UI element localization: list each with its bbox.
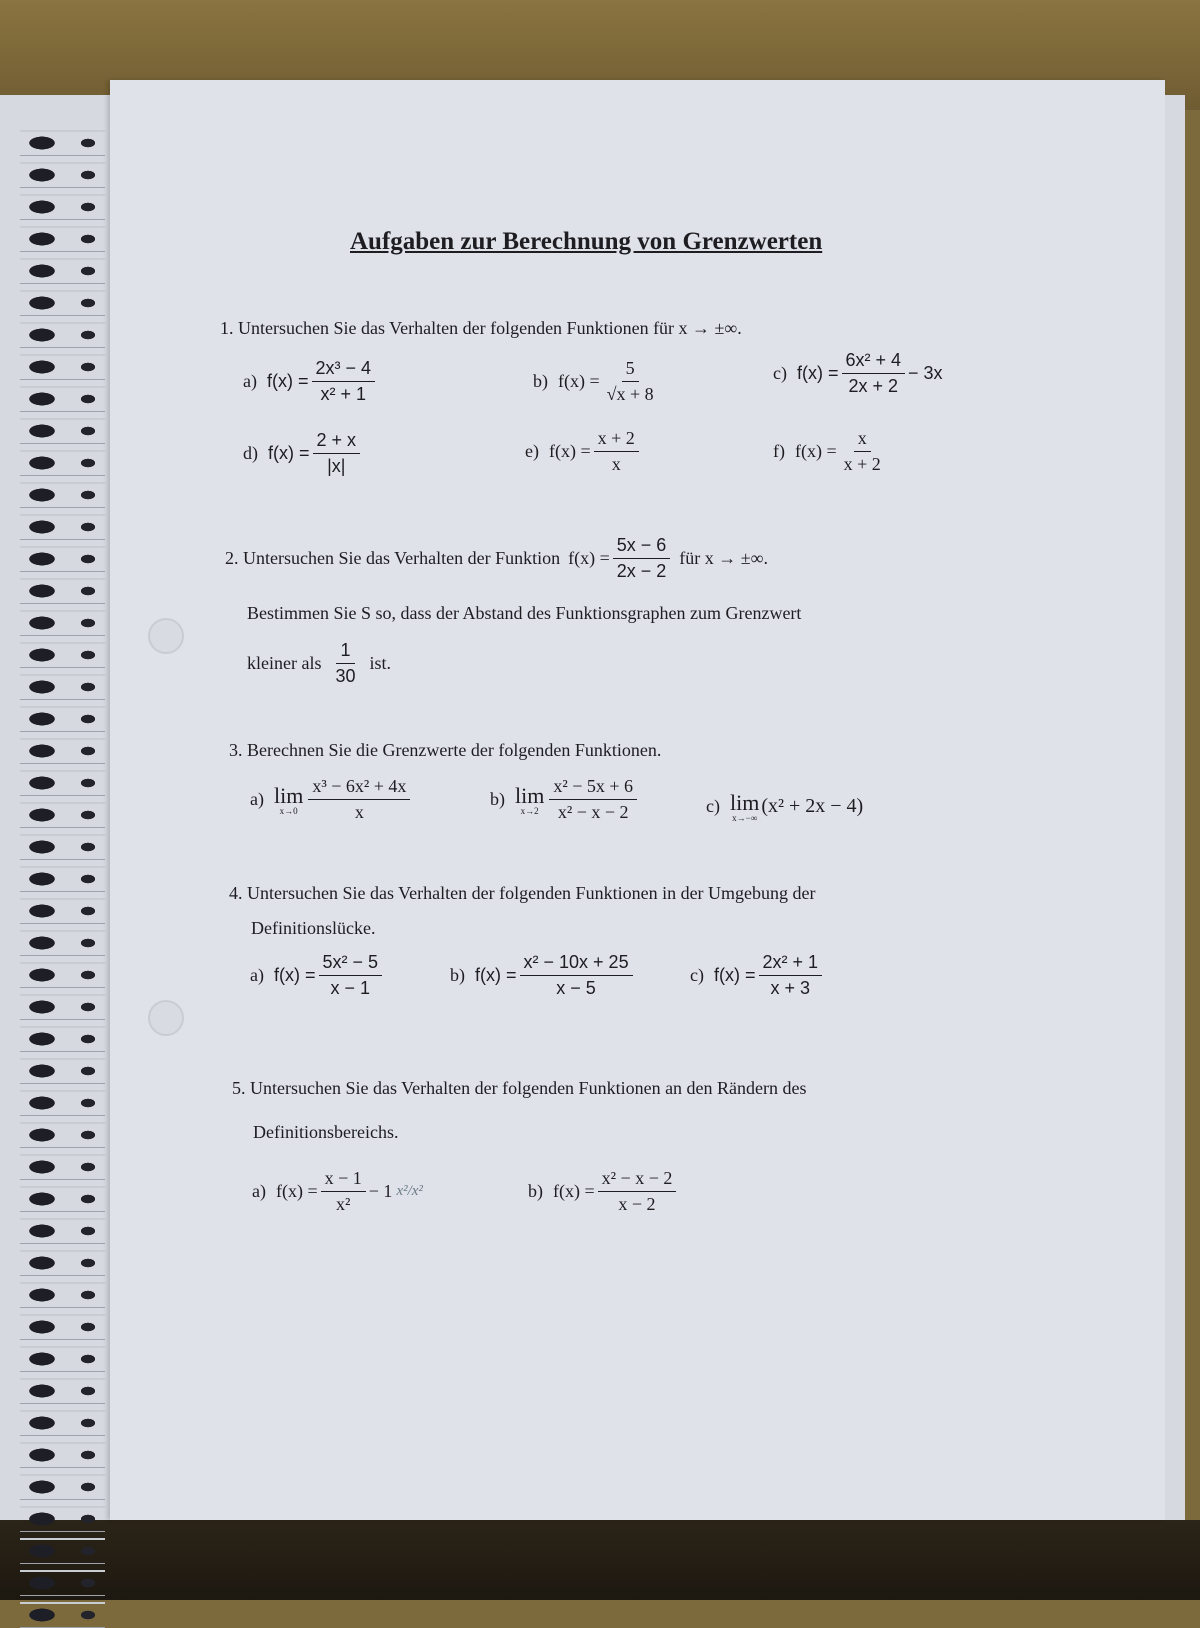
item-label: b) bbox=[490, 789, 505, 809]
function-lhs: f(x) = bbox=[568, 548, 610, 568]
item-label: c) bbox=[773, 363, 787, 383]
denominator: |x| bbox=[327, 456, 346, 476]
denominator: 2x − 2 bbox=[616, 561, 667, 581]
function-lhs: f(x) = bbox=[475, 965, 517, 985]
lim-subscript: x→2 bbox=[520, 806, 539, 816]
item-label: e) bbox=[525, 441, 539, 461]
task2-prompt bbox=[225, 535, 768, 582]
denominator: x − 1 bbox=[330, 978, 371, 998]
item-label: a) bbox=[252, 1181, 266, 1201]
function-tail: − 3x bbox=[908, 363, 943, 383]
denominator: √x + 8 bbox=[606, 384, 654, 404]
fraction bbox=[594, 428, 639, 475]
task1-item-c bbox=[773, 350, 943, 397]
limit-operator bbox=[274, 783, 303, 816]
task4-prompt: 4. Untersuchen Sie das Verhalten der folgenden Funktionen in der Umgebung der bbox=[229, 883, 816, 903]
fraction bbox=[313, 430, 361, 477]
limit-operator bbox=[515, 783, 544, 816]
fraction bbox=[842, 350, 906, 397]
function-tail: − 1 bbox=[368, 1181, 393, 1201]
item-label: f) bbox=[773, 441, 785, 461]
fraction bbox=[331, 640, 359, 687]
function-lhs: f(x) = bbox=[796, 363, 839, 383]
task5-item-a bbox=[252, 1168, 423, 1215]
denominator: x² + 1 bbox=[320, 384, 367, 404]
punch-hole bbox=[148, 1000, 184, 1036]
lim-word: lim bbox=[515, 783, 545, 808]
denominator: x bbox=[354, 802, 364, 822]
fraction bbox=[321, 1168, 366, 1215]
lim-word: lim bbox=[729, 790, 760, 815]
fraction bbox=[549, 776, 637, 823]
numerator: x³ − 6x² + 4x bbox=[308, 776, 410, 800]
function-lhs: f(x) = bbox=[275, 1181, 318, 1201]
task4-prompt2: Definitionslücke. bbox=[251, 918, 376, 938]
task1-item-a bbox=[243, 358, 378, 405]
numerator: 2x² + 1 bbox=[759, 952, 823, 976]
function-lhs: f(x) = bbox=[273, 965, 316, 985]
denominator: x² − x − 2 bbox=[557, 802, 629, 822]
denominator: x + 2 bbox=[843, 454, 881, 474]
limit-operator bbox=[730, 790, 759, 823]
numerator: 2 + x bbox=[313, 430, 361, 454]
task1-item-b bbox=[533, 358, 661, 405]
denominator: x − 5 bbox=[556, 978, 596, 998]
function-lhs: f(x) = bbox=[268, 443, 310, 463]
task2-line2: Bestimmen Sie S so, dass der Abstand des Funktionsgraphen zum Grenzwert bbox=[247, 603, 802, 623]
task4-item-c bbox=[690, 952, 825, 999]
function-lhs: f(x) = bbox=[713, 965, 756, 985]
task2-line3 bbox=[247, 640, 391, 687]
numerator: x + 2 bbox=[594, 428, 639, 452]
item-label: b) bbox=[533, 371, 548, 391]
numerator: x − 1 bbox=[321, 1168, 366, 1192]
fraction bbox=[598, 1168, 677, 1215]
task3-prompt: 3. Berechnen Sie die Grenzwerte der folgenden Funktionen. bbox=[229, 740, 662, 760]
numerator: 5x − 6 bbox=[613, 535, 671, 559]
pencil-annotation: x²/x² bbox=[396, 1183, 423, 1199]
numerator: 6x² + 4 bbox=[842, 350, 906, 374]
task4-item-a bbox=[250, 952, 385, 999]
task5-prompt2: Definitionsbereichs. bbox=[253, 1122, 399, 1142]
fraction bbox=[759, 952, 823, 999]
function-lhs: f(x) = bbox=[795, 441, 837, 461]
task4-item-b bbox=[450, 952, 636, 999]
item-label: c) bbox=[706, 796, 720, 816]
numerator: x² − x − 2 bbox=[598, 1168, 677, 1192]
fraction bbox=[319, 952, 383, 999]
function-lhs: f(x) = bbox=[266, 371, 309, 391]
fraction bbox=[613, 535, 671, 582]
denominator: x² bbox=[336, 1194, 351, 1214]
task5-item-b bbox=[528, 1168, 679, 1215]
task1-item-d bbox=[243, 430, 363, 477]
numerator: 5 bbox=[622, 358, 639, 382]
item-label: a) bbox=[250, 965, 264, 985]
item-label: a) bbox=[243, 371, 257, 391]
item-label: c) bbox=[690, 965, 704, 985]
lim-subscript: x→−∞ bbox=[732, 813, 758, 823]
numerator: x² − 10x + 25 bbox=[520, 952, 633, 976]
denominator: x − 2 bbox=[618, 1194, 656, 1214]
limit-expression: (x² + 2x − 4) bbox=[761, 795, 864, 817]
item-label: b) bbox=[528, 1181, 543, 1201]
fraction bbox=[308, 776, 410, 823]
function-lhs: f(x) = bbox=[558, 371, 600, 391]
task1-item-e bbox=[525, 428, 642, 475]
item-label: b) bbox=[450, 965, 465, 985]
lim-subscript: x→0 bbox=[279, 806, 298, 816]
fraction bbox=[520, 952, 633, 999]
fraction bbox=[840, 428, 885, 475]
lim-word: lim bbox=[273, 783, 304, 808]
task3-item-a bbox=[250, 776, 413, 823]
fraction bbox=[312, 358, 376, 405]
denominator: x + 3 bbox=[770, 978, 811, 998]
task5-prompt: 5. Untersuchen Sie das Verhalten der folgenden Funktionen an den Rändern des bbox=[232, 1078, 807, 1098]
numerator: x² − 5x + 6 bbox=[549, 776, 637, 800]
spiral-binding bbox=[20, 130, 105, 1520]
task2-prompt-start: 2. Untersuchen Sie das Verhalten der Funktion bbox=[225, 548, 561, 568]
denominator: 30 bbox=[335, 666, 356, 686]
numerator: 2x³ − 4 bbox=[312, 358, 376, 382]
page-title: Aufgaben zur Berechnung von Grenzwerten bbox=[350, 228, 823, 255]
item-label: a) bbox=[250, 789, 264, 809]
numerator: 5x² − 5 bbox=[319, 952, 383, 976]
denominator: x bbox=[611, 454, 621, 474]
punch-hole bbox=[148, 618, 184, 654]
task2-line3-start: kleiner als bbox=[247, 653, 322, 673]
task2-line3-end: ist. bbox=[369, 653, 392, 673]
function-lhs: f(x) = bbox=[548, 441, 591, 461]
task1-item-f bbox=[773, 428, 888, 475]
task3-item-b bbox=[490, 776, 640, 823]
numerator: 1 bbox=[336, 640, 354, 664]
item-label: d) bbox=[243, 443, 258, 463]
task3-item-c bbox=[706, 790, 863, 823]
task1-prompt: 1. Untersuchen Sie das Verhalten der folgenden Funktionen für x → ±∞. bbox=[220, 318, 742, 338]
fraction bbox=[603, 358, 658, 405]
task2-prompt-end: für x → ±∞. bbox=[679, 548, 768, 568]
desk-shadow bbox=[0, 1520, 1200, 1600]
numerator: x bbox=[854, 428, 871, 452]
function-lhs: f(x) = bbox=[553, 1181, 595, 1201]
denominator: 2x + 2 bbox=[848, 376, 899, 396]
